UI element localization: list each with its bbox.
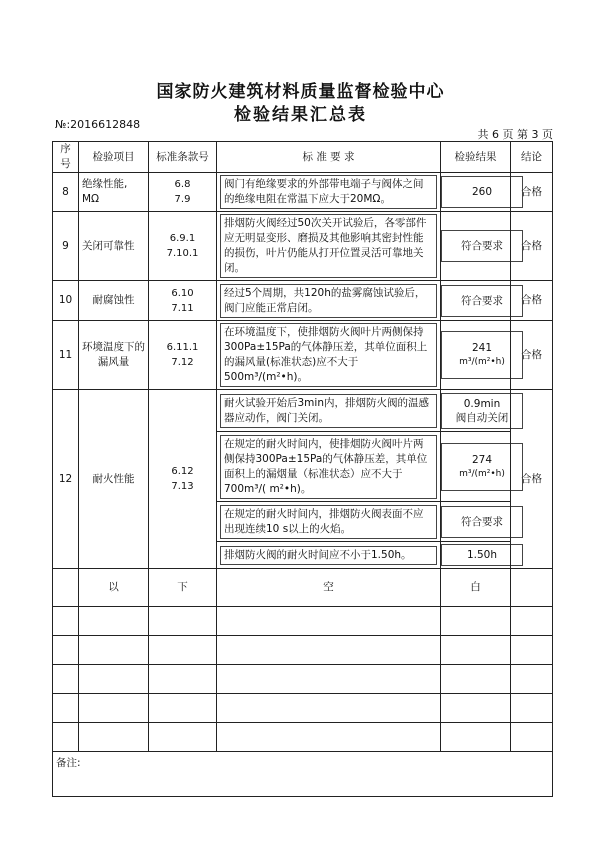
requirement: 在规定的耐火时间内，使排烟防火阀叶片两侧保持300Pa±15Pa的气体静压差，其单位面积上的漏烟量（标准状态）应不大于700m³/( m²•h)。: [217, 432, 441, 502]
col-header: 检验项目: [79, 142, 149, 173]
requirement: 耐火试验开始后3min内，排烟防火阀的温感器应动作，阀门关闭。: [217, 390, 441, 432]
test-item: 耐腐蚀性: [79, 281, 149, 321]
note-row: [53, 752, 553, 797]
doc-number: [55, 118, 140, 131]
test-result: 符合要求: [441, 212, 511, 281]
page-title: 检验结果汇总表: [234, 105, 367, 125]
conclusion: 合格: [511, 281, 553, 321]
doc-number-value: 2016612848: [70, 118, 141, 131]
requirement: 排烟防火阀经过50次关开试验后，各零部件应无明显变形、磨损及其他影响其密封性能的损伤，叶片仍能从打开位置灵活可靠地关闭。: [217, 212, 441, 281]
standard-clause: 6.11.1 7.12: [149, 321, 217, 390]
test-result: 241 m³/(m²•h): [441, 321, 511, 390]
empty-row: [53, 694, 553, 723]
test-result: 1.50h: [441, 542, 511, 569]
conclusion: 合格: [511, 390, 553, 569]
table-header: [53, 142, 553, 173]
test-item: 环境温度下的漏风量: [79, 321, 149, 390]
row-number: 9: [53, 212, 79, 281]
org-title: 国家防火建筑材料质量监督检验中心: [156, 82, 445, 102]
empty-row: [53, 607, 553, 636]
table-row: [53, 390, 553, 432]
row-number: 11: [53, 321, 79, 390]
conclusion: 合格: [511, 321, 553, 390]
test-result: 符合要求: [441, 281, 511, 321]
conclusion: 合格: [511, 212, 553, 281]
blank-marker-row: [53, 569, 553, 607]
empty-row: [53, 723, 553, 752]
test-result: 260: [441, 173, 511, 212]
requirement: 经过5个周期，共120h的盐雾腐蚀试验后，阀门应能正常启闭。: [217, 281, 441, 321]
col-header: 结论: [511, 142, 553, 173]
test-result: 0.9min 阀自动关闭: [441, 390, 511, 432]
empty-row: [53, 665, 553, 694]
test-item: 耐火性能: [79, 390, 149, 569]
standard-clause: 6.12 7.13: [149, 390, 217, 569]
page-info: 共 6 页 第 3 页: [477, 128, 553, 141]
requirement: 排烟防火阀的耐火时间应不小于1.50h。: [217, 542, 441, 569]
results-table: [52, 141, 553, 797]
blank-marker-3: 空: [217, 569, 441, 607]
doc-number-label: №:: [55, 118, 71, 131]
conclusion: 合格: [511, 173, 553, 212]
requirement: 阀门有绝缘要求的外部带电端子与阀体之间的绝缘电阻在常温下应大于20MΩ。: [217, 173, 441, 212]
table-row: [53, 173, 553, 212]
row-number: 8: [53, 173, 79, 212]
requirement: 在环境温度下，使排烟防火阀叶片两侧保持300Pa±15Pa的气体静压差，其单位面积上的漏风量(标准状态)应不大于500m³/(m²•h)。: [217, 321, 441, 390]
table-row: [53, 281, 553, 321]
col-header: 标准条款号: [149, 142, 217, 173]
empty-row: [53, 636, 553, 665]
col-header: 序号: [53, 142, 79, 173]
row-number: 10: [53, 281, 79, 321]
test-result: 274 m³/(m²•h): [441, 432, 511, 502]
blank-marker-2: 下: [149, 569, 217, 607]
col-header: 标 准 要 求: [217, 142, 441, 173]
test-result: 符合要求: [441, 502, 511, 542]
test-item: 绝缘性能, MΩ: [79, 173, 149, 212]
standard-clause: 6.10 7.11: [149, 281, 217, 321]
standard-clause: 6.9.1 7.10.1: [149, 212, 217, 281]
blank-marker-1: 以: [79, 569, 149, 607]
blank-marker-4: 白: [441, 569, 511, 607]
table-row: [53, 321, 553, 390]
col-header: 检验结果: [441, 142, 511, 173]
requirement: 在规定的耐火时间内，排烟防火阀表面不应出现连续10 s以上的火焰。: [217, 502, 441, 542]
test-item: 关闭可靠性: [79, 212, 149, 281]
note-label: 备注:: [53, 752, 553, 797]
row-number: 12: [53, 390, 79, 569]
table-row: [53, 212, 553, 281]
standard-clause: 6.8 7.9: [149, 173, 217, 212]
